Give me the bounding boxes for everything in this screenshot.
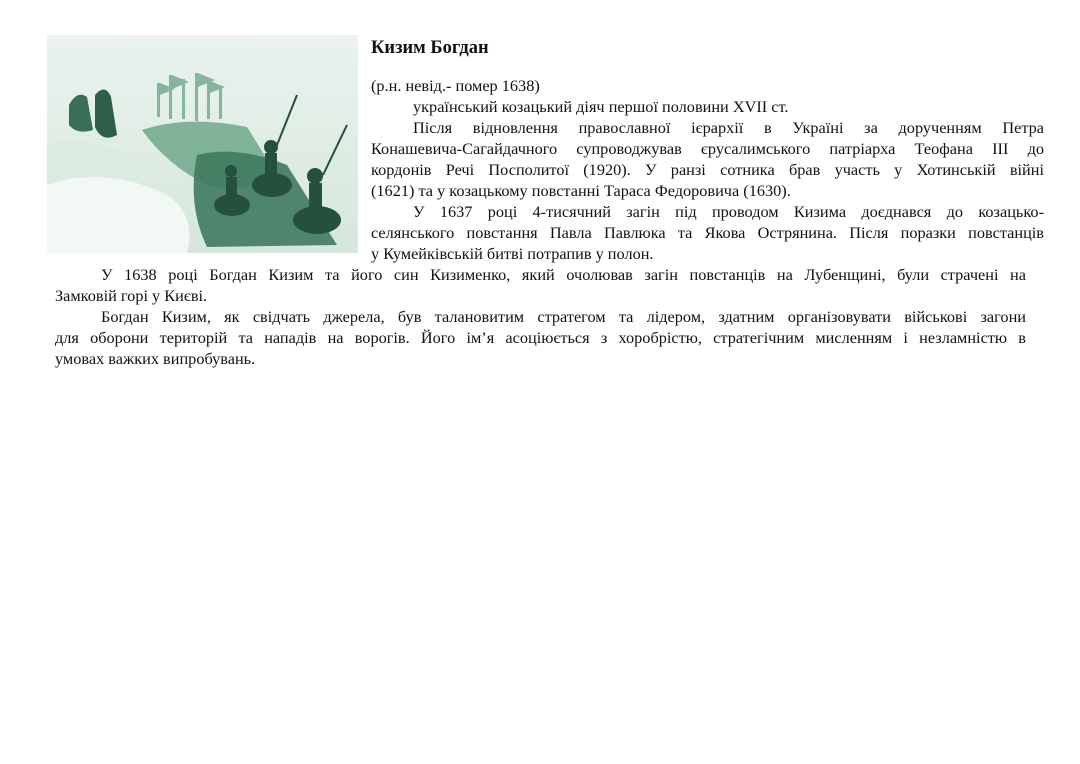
text-line: (1621) та у козацькому повстанні Тараса Федоровича (1630). <box>371 181 791 200</box>
text-line: У 1638 році Богдан Кизим та його син Кизименко, який очолював загін повстанців на Лубенщині, були страчені на <box>101 265 1026 284</box>
text-line: У 1637 році 4-тисячний загін під проводом Кизима доєднався до козацько- <box>413 202 1044 221</box>
article-title: Кизим Богдан <box>371 38 489 58</box>
text-line: у Кумейківській битві потрапив у полон. <box>371 244 654 263</box>
text-line: Після відновлення православної ієрархії в Україні за дорученням Петра <box>413 118 1044 137</box>
text-line: селянського повстання Павла Павлюка та Якова Острянина. Після поразки повстанців <box>371 223 1044 242</box>
text-line: умовах важких випробувань. <box>55 349 256 368</box>
text-line: український козацький діяч першої половини XVII ст. <box>413 97 789 116</box>
lifespan-line: (р.н. невід.- помер 1638) <box>371 76 540 95</box>
text-line: Богдан Кизим, як свідчать джерела, був талановитим стратегом та лідером, здатним організовувати військові загони <box>101 307 1026 326</box>
text-line: Конашевича-Сагайдачного супроводжував єрусалимського патріарха Теофана III до <box>371 139 1044 158</box>
text-line: Замковій горі у Києві. <box>55 286 208 305</box>
article-illustration <box>47 35 358 253</box>
text-line: кордонів Речі Посполитої (1920). У ранзі сотника брав участь у Хотинській війні <box>371 160 1044 179</box>
text-line: для оборони територій та нападів на ворогів. Його ім’я асоціюється з хоробрістю, стратегічним мисленням і незламністю в <box>55 328 1026 347</box>
